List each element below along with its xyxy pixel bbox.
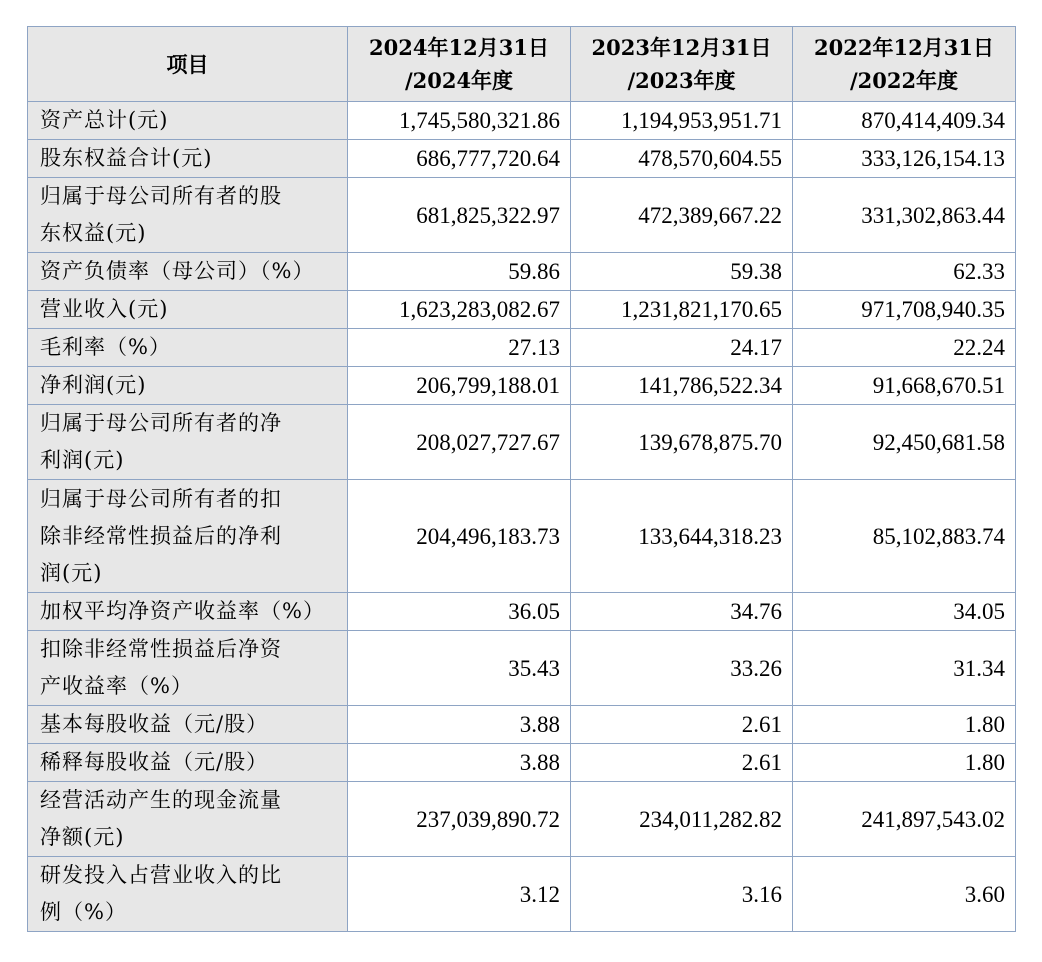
- value-cell-2024: 1,745,580,321.86: [348, 102, 571, 140]
- header-2023-period: /2023年度: [627, 68, 736, 93]
- row-label-cell: [28, 480, 348, 593]
- row-label-line: 扣除非经常性损益后净资: [40, 637, 282, 661]
- row-label-line: 营业收入(元): [40, 297, 169, 321]
- value-cell-2023: 33.26: [571, 631, 793, 706]
- row-label-line: 润(元): [40, 560, 103, 585]
- value-cell-2023: 2.61: [571, 706, 793, 744]
- value-cell-2024: 208,027,727.67: [348, 405, 571, 480]
- value-cell-2022: 870,414,409.34: [793, 102, 1016, 140]
- header-2024-date: 2024年12月31日: [369, 35, 549, 60]
- value-cell-2024: 206,799,188.01: [348, 367, 571, 405]
- table-row: [28, 405, 1016, 480]
- row-label-line: 基本每股收益（元/股）: [40, 712, 269, 736]
- value-cell-2023: 3.16: [571, 857, 793, 932]
- value-cell-2024: 35.43: [348, 631, 571, 706]
- value-cell-2023: 133,644,318.23: [571, 480, 793, 593]
- header-2024-period: /2024年度: [404, 68, 514, 93]
- value-cell-2022: 333,126,154.13: [793, 140, 1016, 178]
- row-label-line: 归属于母公司所有者的净: [40, 411, 282, 435]
- row-label-line: 股东权益合计(元): [40, 146, 213, 170]
- value-cell-2024: 3.88: [348, 744, 571, 782]
- row-label-line: 研发投入占营业收入的比: [40, 863, 282, 887]
- table-row: [28, 631, 1016, 706]
- value-cell-2024: 3.12: [348, 857, 571, 932]
- value-cell-2023: 478,570,604.55: [571, 140, 793, 178]
- value-cell-2023: 34.76: [571, 593, 793, 631]
- row-label-line: 资产总计(元): [40, 108, 169, 132]
- row-label-cell: [28, 329, 348, 367]
- value-cell-2022: 971,708,940.35: [793, 291, 1016, 329]
- value-cell-2022: 1.80: [793, 744, 1016, 782]
- table-row: [28, 367, 1016, 405]
- value-cell-2022: 241,897,543.02: [793, 782, 1016, 857]
- header-2023: [571, 27, 793, 102]
- row-label-cell: [28, 631, 348, 706]
- row-label-line: 利润(元): [40, 448, 125, 472]
- row-label-line: 东权益(元): [40, 221, 147, 245]
- row-label-line: 毛利率（%）: [40, 335, 171, 359]
- row-label-line: 归属于母公司所有者的股: [40, 184, 282, 208]
- value-cell-2024: 59.86: [348, 253, 571, 291]
- row-label-line: 稀释每股收益（元/股）: [40, 750, 269, 774]
- financial-summary-table: [27, 26, 1016, 932]
- value-cell-2022: 22.24: [793, 329, 1016, 367]
- header-row: [28, 27, 1016, 102]
- row-label-cell: [28, 782, 348, 857]
- value-cell-2024: 27.13: [348, 329, 571, 367]
- table-header: [28, 27, 1016, 102]
- row-label-line: 资产负债率（母公司）（%）: [40, 259, 315, 283]
- value-cell-2024: 204,496,183.73: [348, 480, 571, 593]
- table-row: [28, 593, 1016, 631]
- row-label-line: 净额(元): [40, 825, 125, 849]
- value-cell-2023: 234,011,282.82: [571, 782, 793, 857]
- value-cell-2022: 3.60: [793, 857, 1016, 932]
- value-cell-2023: 139,678,875.70: [571, 405, 793, 480]
- row-label-line: 例（%）: [40, 900, 127, 924]
- table-row: [28, 782, 1016, 857]
- row-label-cell: [28, 367, 348, 405]
- row-label-line: 加权平均净资产收益率（%）: [40, 599, 325, 623]
- row-label-cell: [28, 291, 348, 329]
- value-cell-2023: 59.38: [571, 253, 793, 291]
- value-cell-2024: 686,777,720.64: [348, 140, 571, 178]
- header-2022: [793, 27, 1016, 102]
- table-row: [28, 253, 1016, 291]
- header-2022-period: /2022年度: [849, 68, 959, 93]
- row-label-line: 归属于母公司所有者的扣: [40, 486, 282, 511]
- row-label-cell: [28, 706, 348, 744]
- table-row: [28, 140, 1016, 178]
- value-cell-2023: 2.61: [571, 744, 793, 782]
- value-cell-2022: 331,302,863.44: [793, 178, 1016, 253]
- row-label-cell: [28, 140, 348, 178]
- value-cell-2024: 1,623,283,082.67: [348, 291, 571, 329]
- value-cell-2023: 472,389,667.22: [571, 178, 793, 253]
- table-row: [28, 291, 1016, 329]
- value-cell-2022: 85,102,883.74: [793, 480, 1016, 593]
- header-2024: [348, 27, 571, 102]
- header-2022-date: 2022年12月31日: [814, 35, 994, 60]
- table-row: [28, 857, 1016, 932]
- value-cell-2022: 92,450,681.58: [793, 405, 1016, 480]
- row-label-line: 产收益率（%）: [40, 674, 193, 698]
- header-item-label: 项目: [166, 51, 209, 77]
- table-row: [28, 329, 1016, 367]
- value-cell-2024: 36.05: [348, 593, 571, 631]
- value-cell-2024: 3.88: [348, 706, 571, 744]
- table-body: [28, 102, 1016, 932]
- row-label-cell: [28, 593, 348, 631]
- header-2023-date: 2023年12月31日: [591, 35, 772, 60]
- table-row: [28, 706, 1016, 744]
- row-label-cell: [28, 102, 348, 140]
- table-row: [28, 102, 1016, 140]
- value-cell-2022: 62.33: [793, 253, 1016, 291]
- table-row: [28, 480, 1016, 593]
- row-label-cell: [28, 857, 348, 932]
- value-cell-2022: 34.05: [793, 593, 1016, 631]
- row-label-cell: [28, 744, 348, 782]
- value-cell-2024: 237,039,890.72: [348, 782, 571, 857]
- value-cell-2023: 24.17: [571, 329, 793, 367]
- row-label-cell: [28, 253, 348, 291]
- value-cell-2022: 1.80: [793, 706, 1016, 744]
- value-cell-2023: 1,231,821,170.65: [571, 291, 793, 329]
- header-item: [28, 27, 348, 102]
- row-label-line: 净利润(元): [40, 373, 147, 397]
- value-cell-2022: 91,668,670.51: [793, 367, 1016, 405]
- value-cell-2023: 141,786,522.34: [571, 367, 793, 405]
- value-cell-2023: 1,194,953,951.71: [571, 102, 793, 140]
- row-label-line: 除非经常性损益后的净利: [40, 523, 282, 548]
- table-row: [28, 178, 1016, 253]
- table-row: [28, 744, 1016, 782]
- value-cell-2024: 681,825,322.97: [348, 178, 571, 253]
- row-label-cell: [28, 405, 348, 480]
- value-cell-2022: 31.34: [793, 631, 1016, 706]
- row-label-cell: [28, 178, 348, 253]
- row-label-line: 经营活动产生的现金流量: [40, 788, 282, 812]
